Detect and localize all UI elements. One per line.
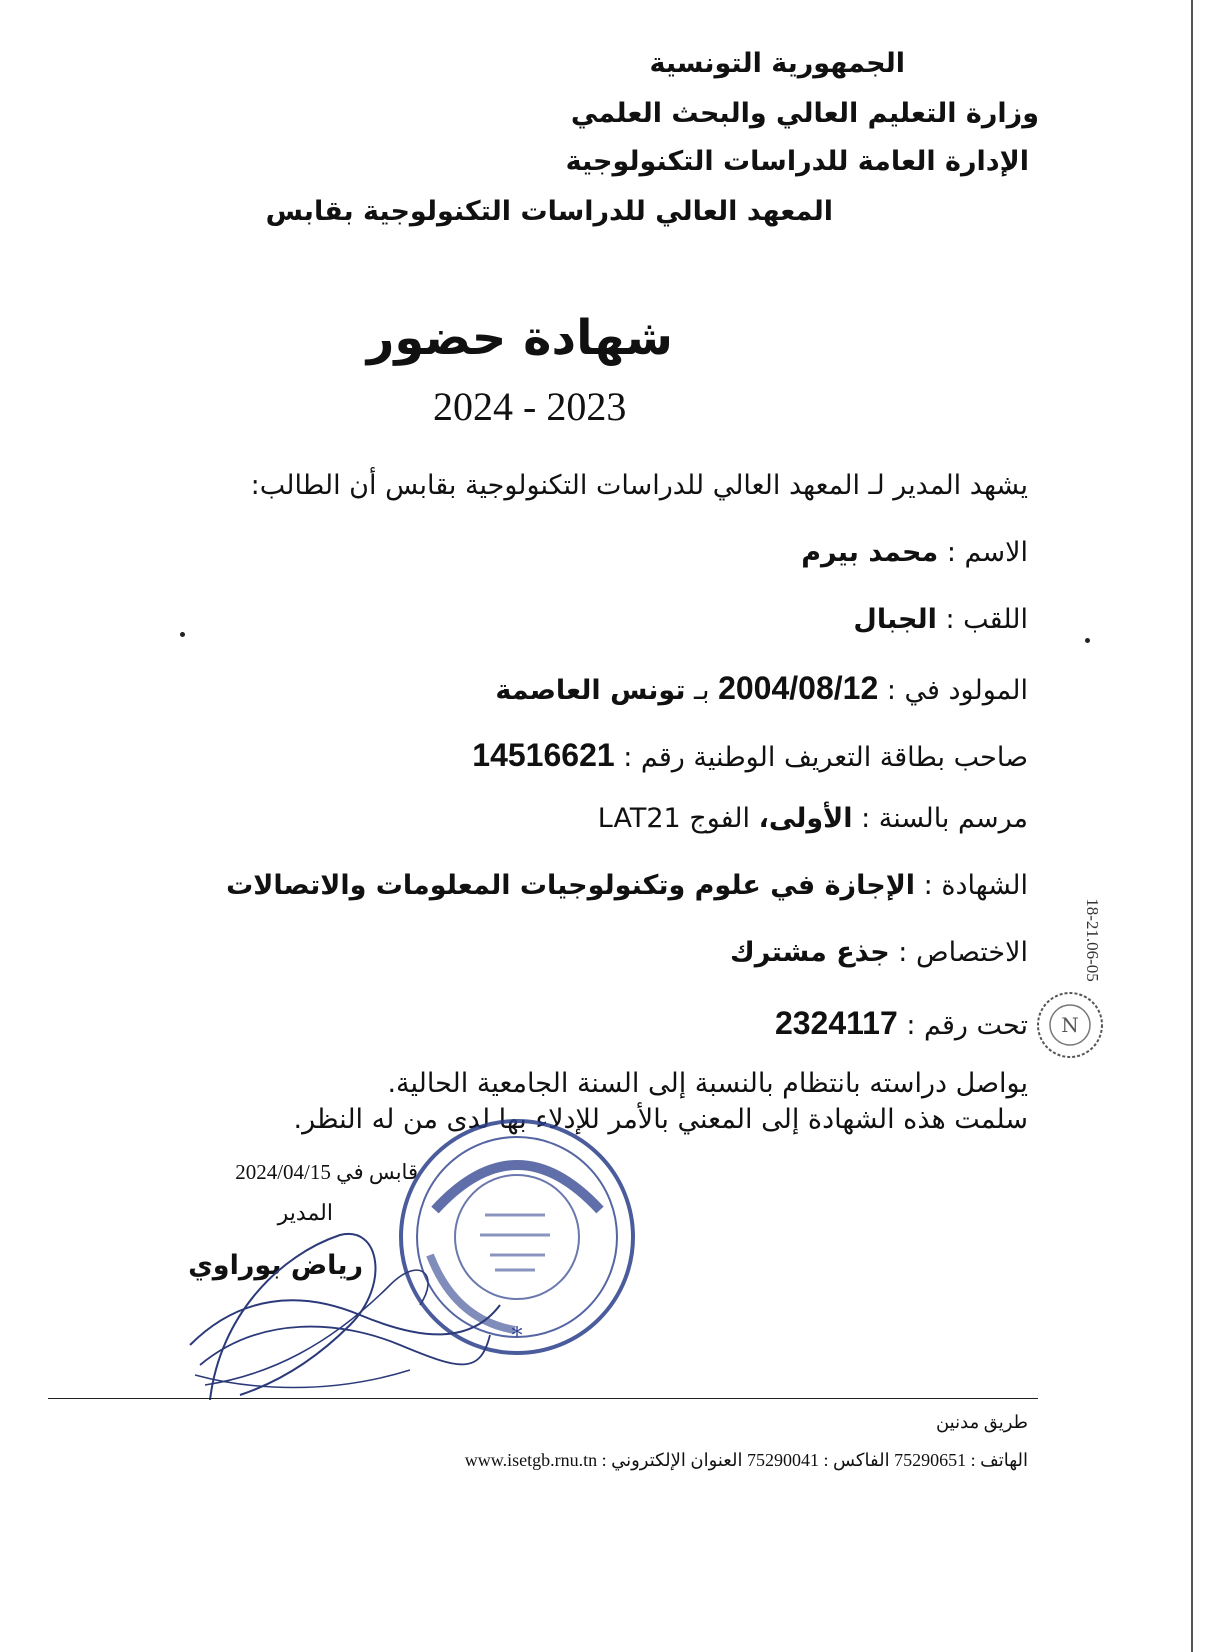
id-label: صاحب بطاقة التعريف الوطنية رقم : (623, 742, 1028, 773)
header-ministry: وزارة التعليم العالي والبحث العلمي (570, 98, 1039, 129)
field-birth (495, 670, 1028, 707)
field-id-card (472, 737, 1028, 774)
footer-contact-line: الهاتف : 75290651 الفاكس : 75290041 العنوان الإلكتروني : (601, 1450, 1028, 1470)
header-republic: الجمهورية التونسية (649, 48, 905, 79)
signature-date: 2024/04/15 (235, 1160, 331, 1184)
svg-text:N: N (1061, 1013, 1079, 1037)
name-label: الاسم : (946, 537, 1028, 568)
id-value: 14516621 (472, 737, 615, 773)
footer-rule (48, 1398, 1038, 1399)
surname-value: الجبال (853, 604, 937, 635)
scan-speck (180, 632, 185, 637)
closing-line-1: يواصل دراسته بانتظام بالنسبة إلى السنة الجامعية الحالية. (387, 1068, 1028, 1099)
number-label: تحت رقم : (906, 1010, 1028, 1041)
field-name (801, 537, 1028, 568)
svg-text:*: * (511, 1324, 523, 1349)
name-value: محمد بيرم (801, 537, 939, 568)
group-value: الفوج LAT21 (597, 803, 751, 834)
registration-seal (1035, 990, 1105, 1060)
intro-statement: يشهد المدير لـ المعهد العالي للدراسات التكنولوجية بقابس أن الطالب: (250, 470, 1028, 501)
field-enrolled (598, 803, 1028, 834)
closing-line-2: سلمت هذه الشهادة إلى المعني بالأمر للإدلاء بها لدى من له النظر. (293, 1104, 1028, 1135)
specialty-value: جذع مشترك (730, 937, 890, 968)
field-surname (853, 604, 1028, 635)
specialty-label: الاختصاص : (898, 937, 1028, 968)
header-institute: المعهد العالي للدراسات التكنولوجية بقابس (265, 196, 833, 227)
header-directorate: الإدارة العامة للدراسات التكنولوجية (565, 146, 1029, 177)
surname-label: اللقب : (945, 604, 1028, 635)
footer-road: طريق مدنين (935, 1412, 1028, 1432)
field-number (775, 1005, 1028, 1042)
degree-value: الإجازة في علوم وتكنولوجيات المعلومات والاتصالات (226, 870, 916, 901)
page-edge-line (1191, 0, 1193, 1652)
signature-place-date (235, 1160, 418, 1185)
footer-contact (465, 1450, 1028, 1471)
enrolled-year: الأولى، (758, 803, 853, 834)
certificate-title: شهادة حضور (366, 310, 673, 366)
birth-label: المولود في : (886, 675, 1028, 706)
signatory-name: رياض بوراوي (188, 1250, 363, 1281)
academic-year: 2024 - 2023 (433, 384, 627, 429)
enrolled-label: مرسم بالسنة : (861, 803, 1028, 834)
handwritten-signature (180, 1195, 510, 1410)
degree-label: الشهادة : (923, 870, 1028, 901)
birth-date: 2004/08/12 (718, 670, 879, 706)
signature-place: قابس في (336, 1160, 418, 1184)
scan-speck (1085, 638, 1090, 643)
field-specialty (730, 937, 1028, 968)
birth-place-prefix: بـ (694, 675, 710, 706)
signature-role: المدير (277, 1200, 333, 1225)
seal-code: 18-21.06-05 (1082, 898, 1102, 982)
field-degree (226, 870, 1028, 901)
footer-website: www.isetgb.rnu.tn (464, 1450, 598, 1470)
birth-place: تونس العاصمة (495, 675, 686, 706)
number-value: 2324117 (774, 1005, 898, 1041)
